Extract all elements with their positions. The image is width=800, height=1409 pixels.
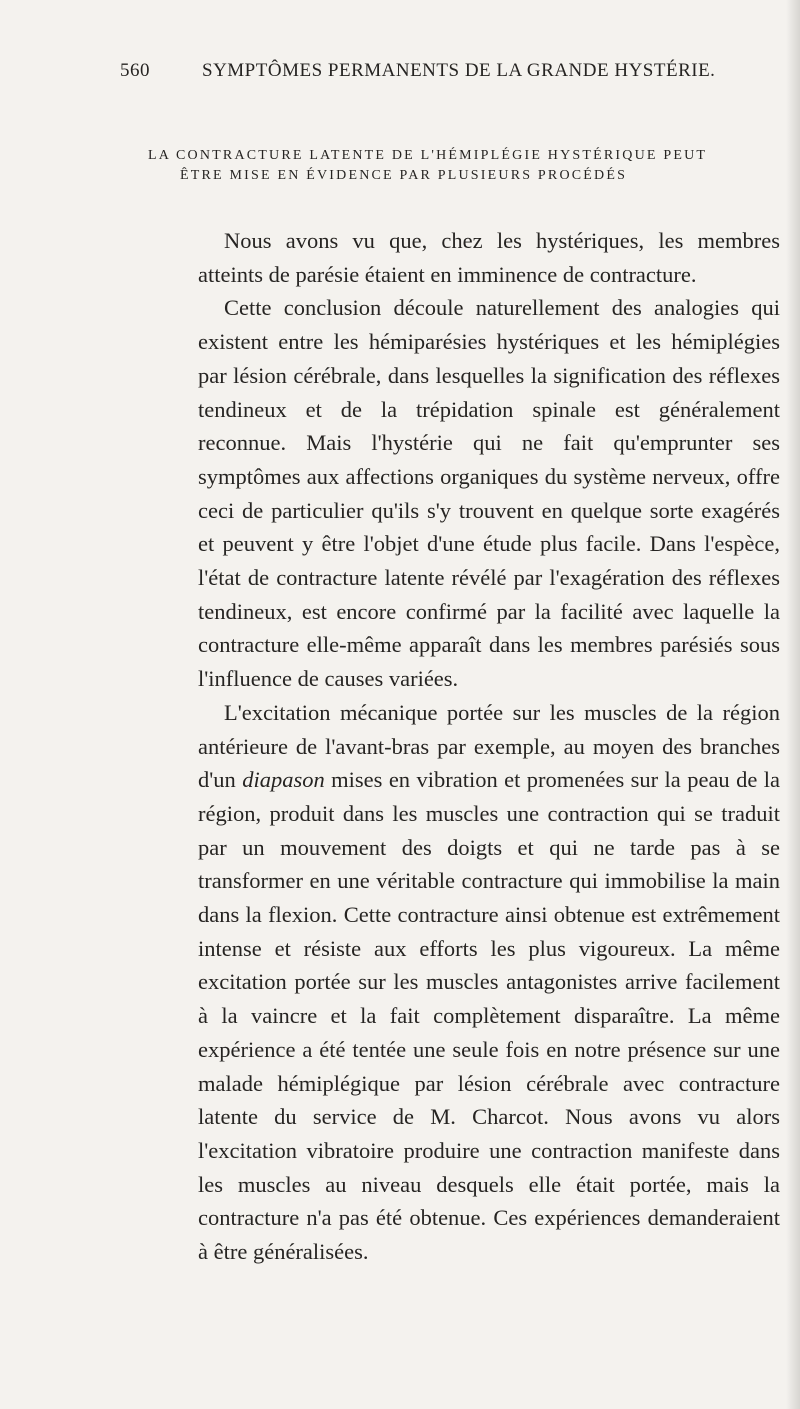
section-title-line-1: LA CONTRACTURE LATENTE DE L'HÉMIPLÉGIE HYSTÉRIQUE PEUT	[148, 148, 708, 163]
paragraph-3	[198, 696, 780, 1269]
running-title: SYMPTÔMES PERMANENTS DE LA GRANDE HYSTÉRIE.	[202, 60, 716, 81]
body-text	[198, 224, 780, 1269]
page-edge-shadow	[786, 0, 800, 1409]
paragraph-1: Nous avons vu que, chez les hystériques, les membres atteints de parésie étaient en imminence de contracture.	[198, 228, 780, 287]
running-head	[120, 60, 740, 90]
paragraph-3-text-start: L'excitation mécanique portée sur les muscles de la région antérieure de l'avant-bras par exemple, au moyen des branches d'un	[198, 699, 780, 793]
section-title	[148, 146, 768, 186]
paragraph-3-italic-term: diapason	[242, 767, 325, 793]
paragraph-2: Cette conclusion découle naturellement des analogies qui existent entre les hémiparésies hystériques et les hémiplégies par lésion cérébrale, dans lesquelles la signification des réflexes tendineux et de la trépidation spinale est généralement reconnue. Mais l'hystérie qui ne fait qu'emprunter ses symptômes aux affections organiques du système nerveux, offre ceci de particulier qu'ils s'y trouvent en quelque sorte exagérés et peuvent y être l'objet d'une étude plus facile. Dans l'espèce, l'état de contracture latente révélé par l'exagération des réflexes tendineux, est encore confirmé par la facilité avec laquelle la contracture elle-même apparaît dans les membres parésiés sous l'influence de causes variées.	[198, 295, 780, 692]
paragraph-3-text-end: mises en vibration et promenées sur la peau de la région, produit dans les muscles une contraction qui se traduit par un mouvement des doigts et qui ne tarde pas à se transformer en une véritable contracture qui immobilise la main dans la flexion. Cette contracture ainsi obtenue est extrêmement intense et résiste aux efforts les plus vigoureux. La même excitation portée sur les muscles antagonistes arrive facilement à la vaincre et la fait complètement disparaître. La même expérience a été tentée une seule fois en notre présence sur une malade hémiplégique par lésion cérébrale avec contracture latente du service de M. Charcot. Nous avons vu alors l'excitation vibratoire produire une contraction manifeste dans les muscles au niveau desquels elle était portée, mais la contracture n'a pas été obtenue. Ces expériences demanderaient à être généralisées.	[198, 767, 780, 1265]
page-number: 560	[120, 60, 150, 81]
section-title-line-2: ÊTRE MISE EN ÉVIDENCE PAR PLUSIEURS PROCÉDÉS	[180, 168, 628, 183]
